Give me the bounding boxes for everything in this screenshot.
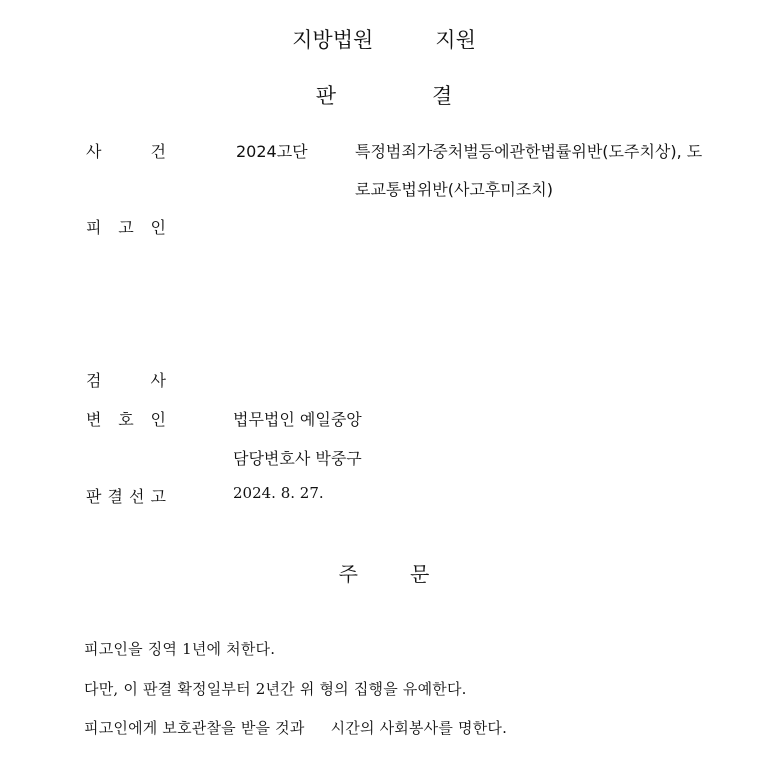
case-name-line-2: 로교통법위반(사고후미조치) — [355, 180, 553, 199]
case-label-char-2: 건 — [150, 142, 166, 161]
counsel-label-char-3: 인 — [150, 410, 166, 429]
court-branch: 지원 — [435, 28, 476, 52]
order-line-3-after: 시간의 사회봉사를 명한다. — [330, 719, 508, 737]
counsel-label — [86, 407, 166, 430]
prosecutor-label-char-1: 검 — [86, 371, 102, 390]
date-label-char-3: 선 — [129, 487, 145, 506]
counsel-firm: 법무법인 예일중앙 — [233, 410, 362, 429]
order-title-left-char: 주 — [338, 562, 358, 586]
order-title — [0, 558, 768, 587]
judgment-date-value: 2024. 8. 27. — [233, 484, 324, 502]
order-line-2: 다만, 이 판결 확정일부터 2년간 위 형의 집행을 유예한다. — [84, 680, 467, 698]
counsel-label-char-2: 호 — [118, 410, 134, 429]
counsel-label-char-1: 변 — [86, 410, 102, 429]
title-right-char: 결 — [432, 84, 453, 108]
prosecutor-label — [86, 368, 166, 391]
prosecutor-label-char-2: 사 — [150, 371, 166, 390]
date-label-char-1: 판 — [86, 487, 102, 506]
case-name-line-1: 특정범죄가중처벌등에관한법률위반(도주치상), 도 — [355, 142, 703, 161]
date-label-char-4: 고 — [150, 487, 166, 506]
counsel-attorney: 담당변호사 박중구 — [233, 449, 362, 468]
date-label-char-2: 결 — [107, 487, 123, 506]
case-number: 2024고단 — [236, 142, 308, 161]
title-left-char: 판 — [315, 84, 336, 108]
defendant-label-char-1: 피 — [86, 218, 102, 237]
order-line-3 — [84, 717, 507, 738]
defendant-label-char-3: 인 — [150, 218, 166, 237]
court-name — [0, 24, 768, 54]
judgment-date-label — [86, 484, 166, 507]
order-line-1: 피고인을 징역 1년에 처한다. — [84, 640, 276, 658]
document-title — [0, 80, 768, 110]
case-label-char-1: 사 — [86, 142, 102, 161]
case-label — [86, 139, 166, 162]
order-line-3-before: 피고인에게 보호관찰을 받을 것과 — [84, 719, 305, 737]
defendant-label — [86, 215, 166, 238]
court-main: 지방법원 — [292, 28, 374, 52]
order-title-right-char: 문 — [410, 562, 430, 586]
defendant-label-char-2: 고 — [118, 218, 134, 237]
